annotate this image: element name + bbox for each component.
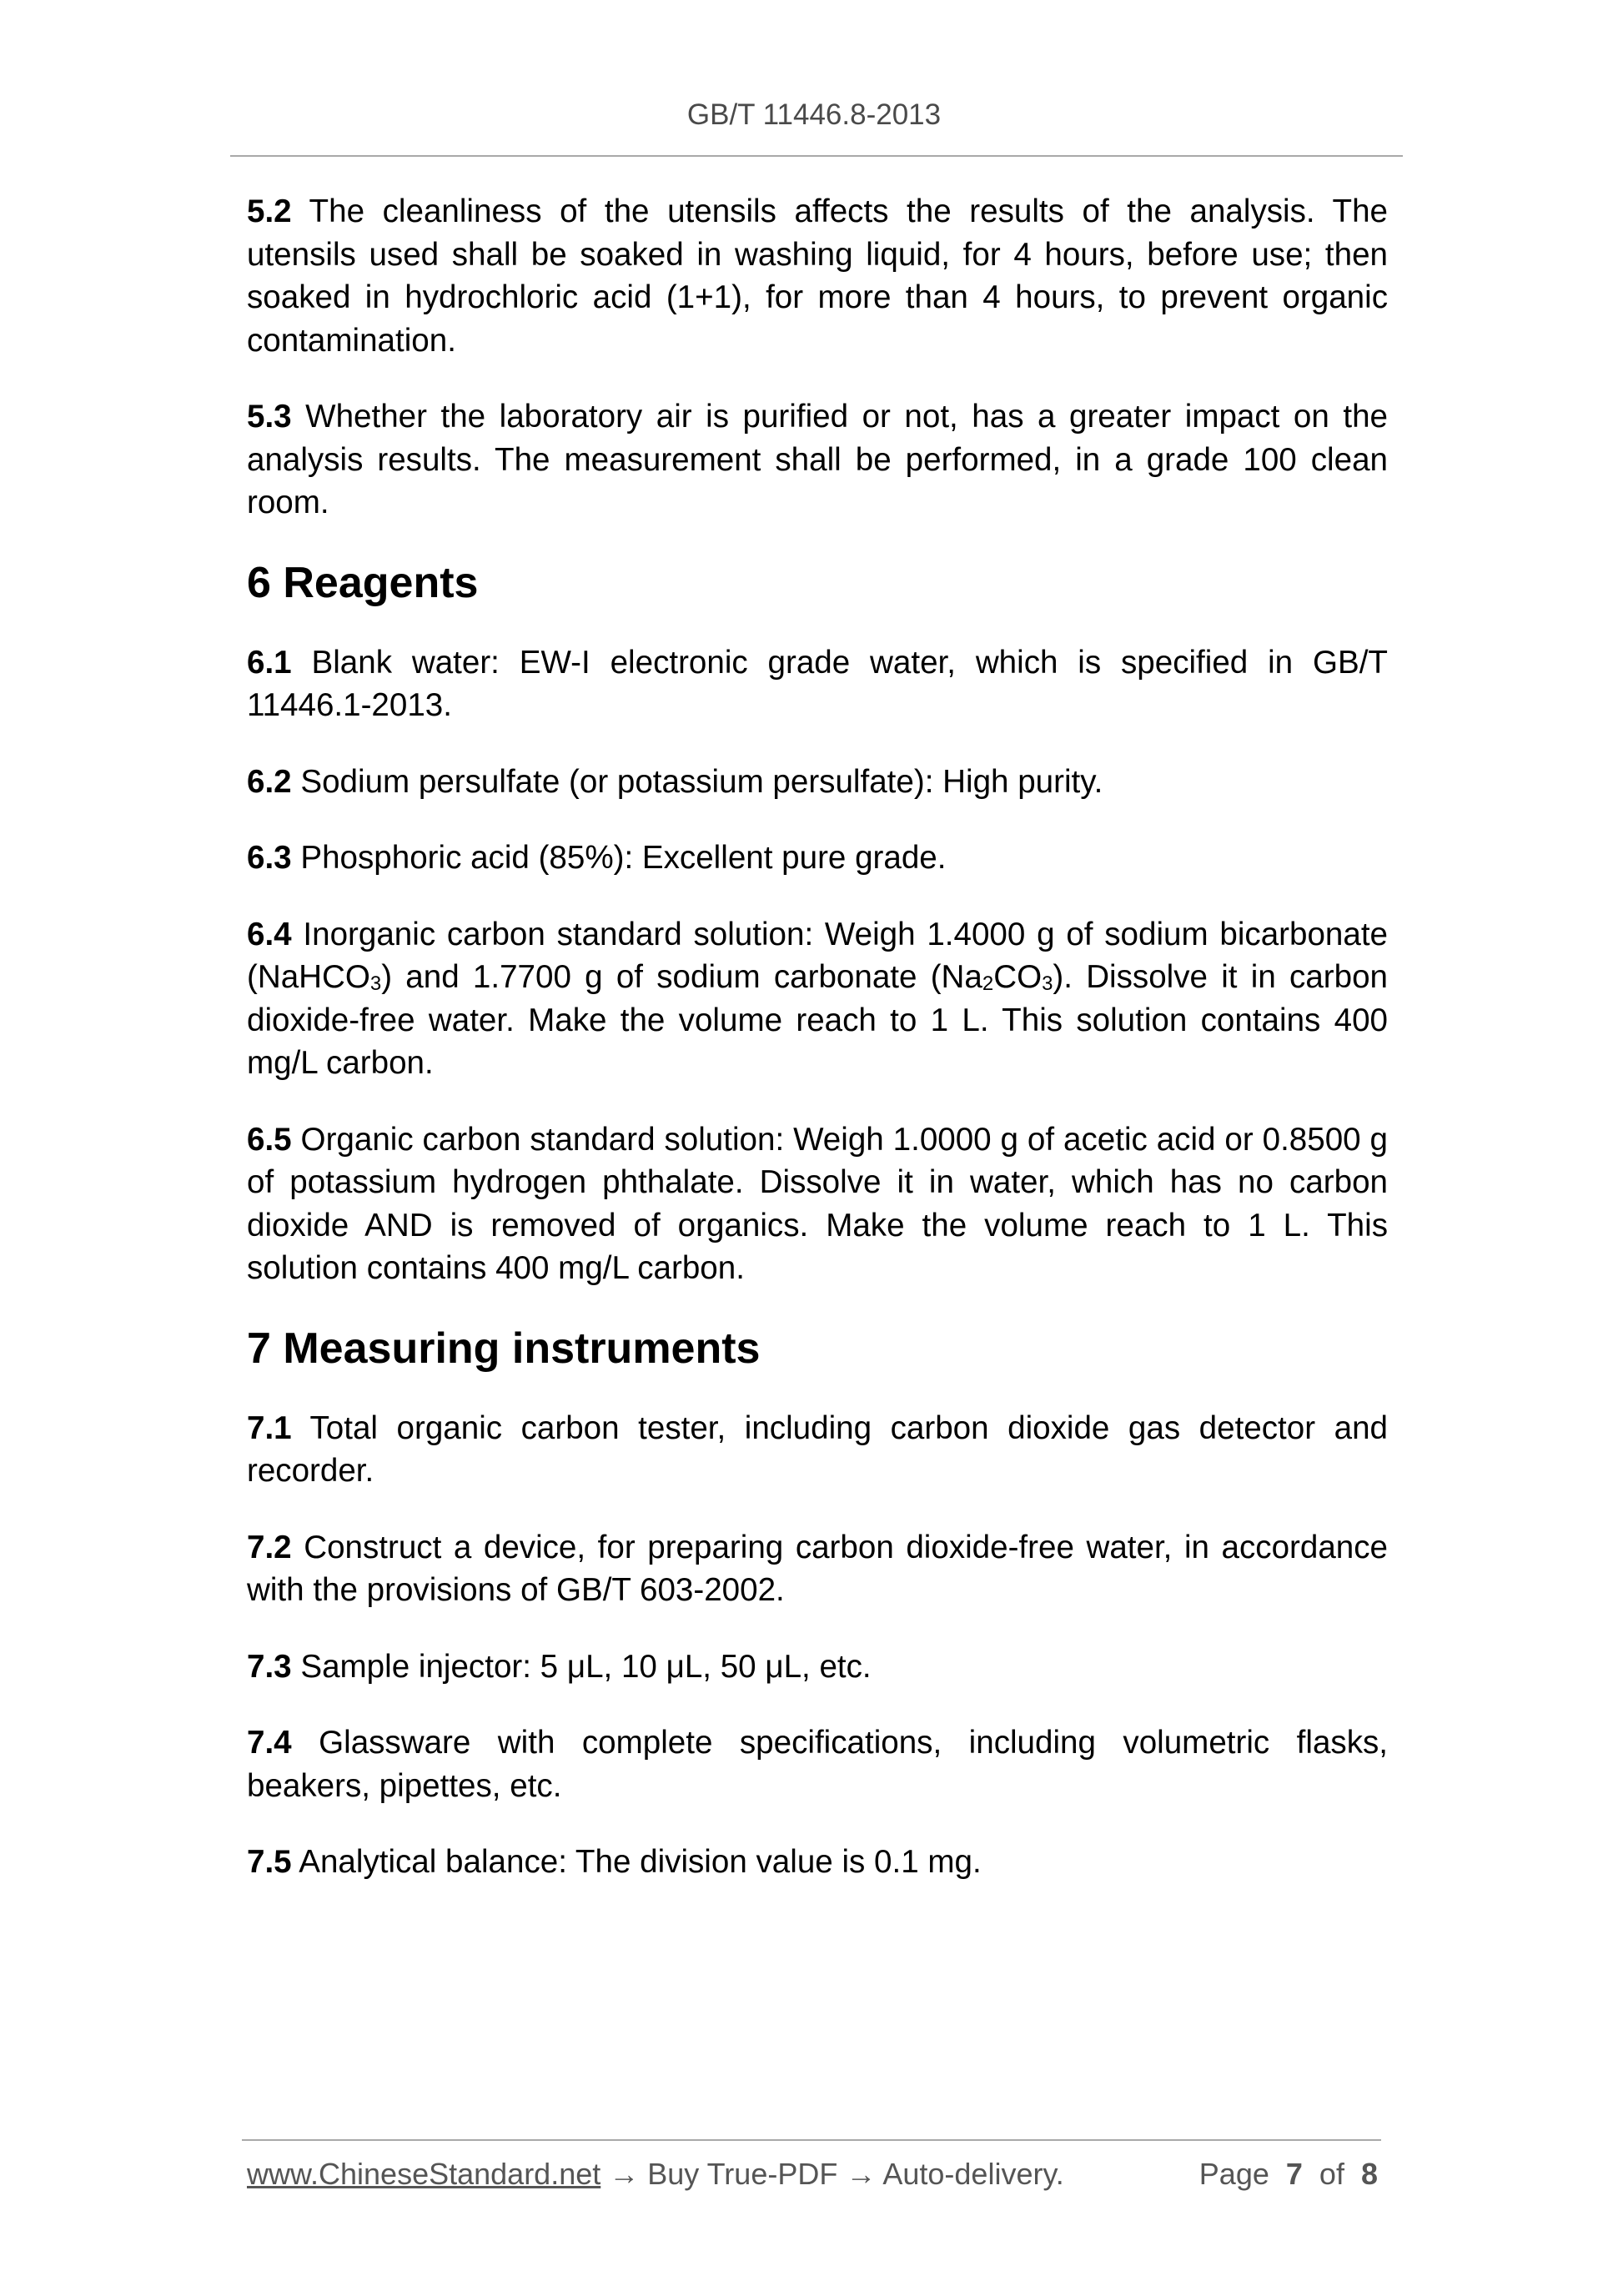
clause-number: 7.2: [247, 1529, 292, 1565]
page-total: 8: [1360, 2157, 1378, 2191]
subscript: 3: [369, 972, 382, 995]
clause-text: Whether the laboratory air is purified or not, has a greater impact on the analysis results. The measurement shall be performed, in a grade 100 clean room.: [247, 399, 1388, 520]
clause-7-5: [247, 1841, 1388, 1884]
clause-number: 6.2: [247, 763, 292, 800]
clause-text: Organic carbon standard solution: Weigh 1.0000 g of acetic acid or 0.8500 g of potassium hydrogen phthalate. Dissolve it in water, which has no carbon dioxide AND is removed of organics. Make the volume reach to 1 L. This solution contains 400 mg/L carbon.: [247, 1121, 1388, 1286]
clause-6-2: [247, 761, 1388, 804]
of-word: of: [1319, 2157, 1344, 2191]
clause-number: 6.3: [247, 840, 292, 876]
page-header: GB/T 11446.8-2013: [686, 98, 942, 131]
clause-number: 7.1: [247, 1409, 292, 1446]
delivery-text: Auto-delivery.: [882, 2157, 1064, 2191]
clause-number: 6.5: [247, 1121, 292, 1158]
clause-text: Sample injector: 5 μL, 10 μL, 50 μL, etc.: [291, 1648, 872, 1685]
clause-7-4: [247, 1721, 1388, 1807]
header-divider: [230, 155, 1403, 157]
page-footer: [247, 2157, 1378, 2192]
subscript: 2: [982, 972, 994, 995]
clause-text: ) and 1.7700 g of sodium carbonate (Na: [381, 959, 982, 995]
clause-6-3: [247, 837, 1388, 880]
subscript: 3: [1042, 972, 1053, 995]
clause-text: Total organic carbon tester, including carbon dioxide gas detector and recorder.: [247, 1409, 1388, 1489]
section-heading-7: 7 Measuring instruments: [247, 1324, 761, 1373]
clause-number: 7.5: [247, 1844, 292, 1880]
buy-text: Buy True-PDF: [647, 2157, 838, 2191]
arrow-icon: →: [600, 2157, 648, 2191]
page-indicator: [1199, 2157, 1378, 2192]
clause-6-5: [247, 1118, 1388, 1290]
page-word: Page: [1198, 2157, 1269, 2191]
clause-text: Phosphoric acid (85%): Excellent pure grade.: [291, 840, 947, 876]
clause-text: Inorganic carbon standard solution: Weigh 1.4000 g of sodium bicarbonate (NaHCO: [247, 916, 1388, 995]
clause-text: Analytical balance: The division value is 0.1 mg.: [291, 1844, 982, 1880]
clause-number: 5.3: [247, 399, 292, 435]
clause-number: 6.1: [247, 644, 292, 681]
clause-5-3: [247, 395, 1388, 525]
clause-7-3: [247, 1645, 1388, 1689]
clause-5-2: [247, 190, 1388, 362]
clause-text: The cleanliness of the utensils affects the results of the analysis. The utensils used shall be soaked in washing liquid, for 4 hours, before use; then soaked in hydrochloric acid (1+1), for more than 4 hours, to prevent organic contamination.: [247, 193, 1388, 359]
clause-7-1: [247, 1407, 1388, 1493]
footer-divider: [242, 2139, 1381, 2141]
clause-6-1: [247, 641, 1388, 727]
document-body: [247, 190, 1388, 1917]
clause-number: 7.3: [247, 1648, 292, 1685]
clause-text: Construct a device, for preparing carbon dioxide-free water, in accordance with the provisions of GB/T 603-2002.: [247, 1529, 1388, 1608]
clause-text: Sodium persulfate (or potassium persulfate): High purity.: [291, 763, 1103, 800]
clause-number: 5.2: [247, 193, 292, 229]
clause-text: Blank water: EW-I electronic grade water, which is specified in GB/T 11446.1-2013.: [247, 644, 1388, 723]
clause-text: CO: [993, 959, 1043, 995]
clause-6-4: [247, 913, 1388, 1085]
clause-text: Glassware with complete specifications, including volumetric flasks, beakers, pipettes, etc.: [247, 1725, 1388, 1804]
arrow-icon: →: [837, 2157, 883, 2191]
clause-text: ). Dissolve it in carbon dioxide-free water. Make the volume reach to 1 L. This solution contains 400 mg/L carbon.: [247, 959, 1388, 1081]
clause-number: 6.4: [247, 916, 292, 952]
section-heading-6: 6 Reagents: [247, 558, 479, 607]
page-number: 7: [1285, 2157, 1303, 2191]
clause-7-2: [247, 1526, 1388, 1612]
clause-number: 7.4: [247, 1725, 292, 1761]
website-link[interactable]: www.ChineseStandard.net: [247, 2157, 601, 2191]
